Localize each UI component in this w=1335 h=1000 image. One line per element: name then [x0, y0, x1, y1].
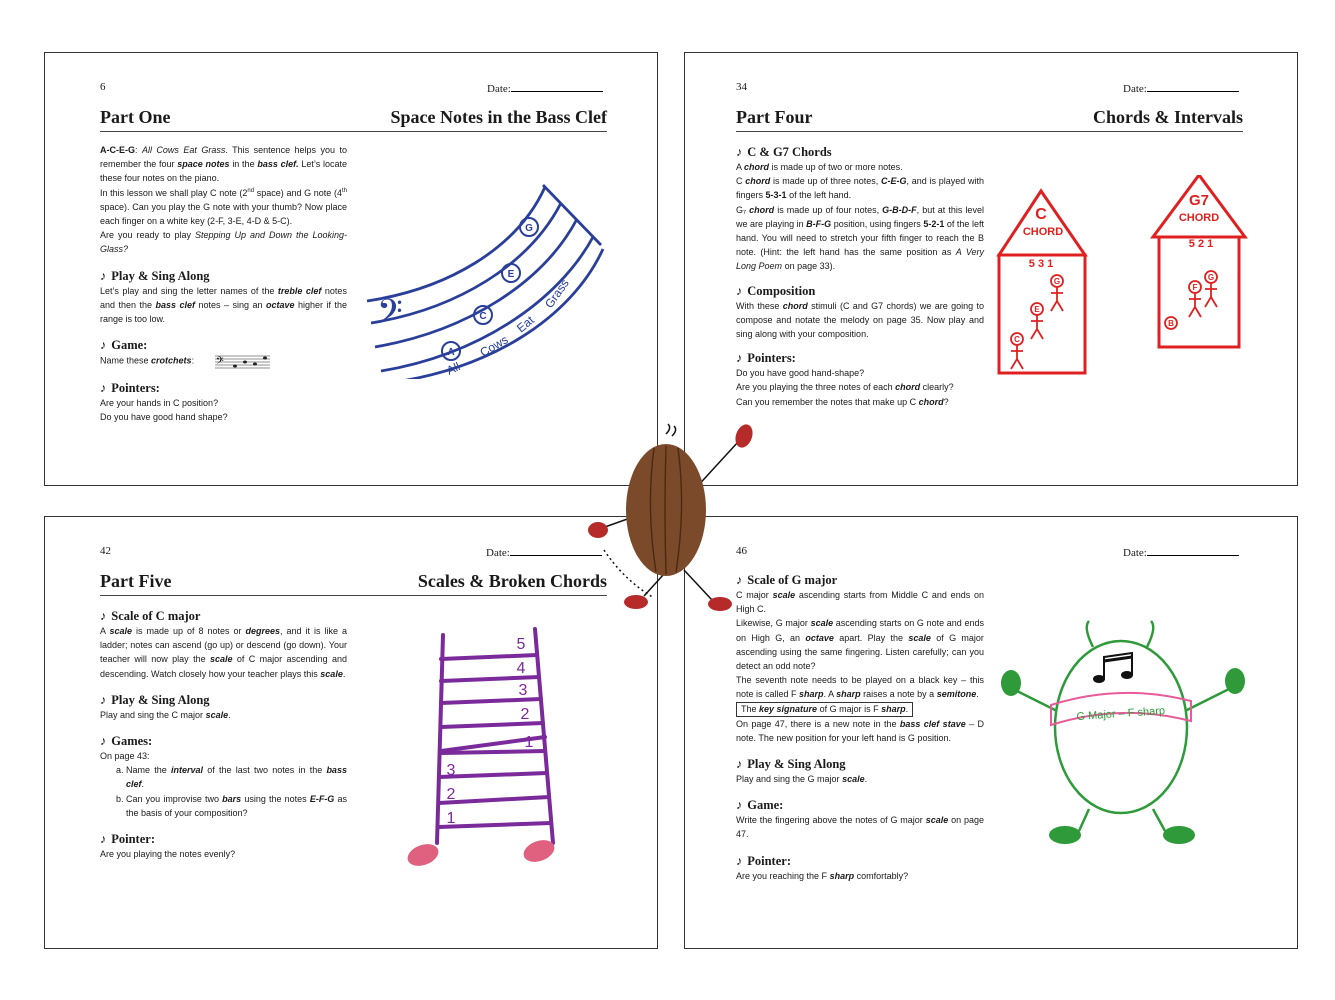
page-part-one [44, 52, 658, 486]
house-g-note-g: G [1207, 273, 1215, 282]
intro-paragraph-2: In this lesson we shall play C note (2nd space) and G note (4th space). Can you play the G note with your thumb? Now place each finger on a white key (2-F, 3-E, 4-D & 5-C). [100, 187, 347, 227]
house-c-note-c: C [1014, 335, 1020, 344]
scale-ladder-illustration [403, 625, 583, 875]
page-title: Space Notes in the Bass Clef [390, 107, 607, 127]
pointer-heading: ♪ Pointer: [736, 853, 791, 868]
games-intro: On page 43: [100, 751, 150, 762]
house-c-label: C [1035, 206, 1047, 223]
ladder-number: 2 [520, 706, 530, 723]
pointer-3: Can you remember the notes that make up C chord? [736, 396, 949, 407]
date-label: Date: [486, 547, 510, 559]
scale-heading: ♪ Scale of G major [736, 573, 838, 587]
ladder-number: 1 [446, 810, 456, 827]
pointers-heading: ♪ Pointers: [736, 351, 796, 366]
part-heading: Part One [100, 107, 171, 127]
pointer-2: Are you playing the three notes of each chord clearly? [736, 382, 954, 393]
list-item: b. Can you improvise two bars using the notes E-F-G as the basis of your composition? [126, 792, 347, 820]
page-scale-g-major [684, 516, 1298, 949]
scale-text: A scale is made up of 8 notes or degrees, and it is like a ladder; notes can ascend (go up) or descend (go down). Your teacher will now play the scale of C major ascending and descending. Watch closely how your teacher plays this scale. [100, 626, 347, 679]
acorn-mascot [584, 420, 764, 616]
list-item: a. Name the interval of the last two notes in the bass clef. [126, 763, 347, 791]
scale-text-4: On page 47, there is a new note in the bass clef stave – D note. The new position for your left hand is G position. [736, 718, 984, 743]
title-row [736, 107, 1243, 132]
date-field[interactable] [1123, 81, 1239, 95]
play-sing-heading: ♪ Play & Sing Along [100, 692, 210, 707]
g-major-bug-illustration [993, 617, 1255, 847]
composition-heading: ♪ Composition [736, 283, 816, 298]
house-c-sub: CHORD [1022, 226, 1064, 238]
chords-heading: ♪ C & G7 Chords [736, 145, 832, 159]
ladder-number: 5 [516, 636, 526, 653]
note-c-label: C [479, 311, 487, 322]
chord-text-3: G₇ chord is made up of four notes, G-B-D-F, but at this level we are playing in B-F-G position, using fingers 5-2-1 of the left hand. You will need to stretch your fifth finger to reach the B note. (Hint: the left hand has the same position as A Very Long Poem on page 33). [736, 204, 985, 272]
bass-clef-icon: 𝄢 [377, 293, 403, 339]
note-e-label: E [507, 269, 515, 280]
house-c-fingers: 5 3 1 [1028, 258, 1054, 270]
text-column [736, 145, 984, 409]
mini-staff-icon [215, 353, 271, 369]
scale-text-1: C major scale ascending starts from Middle C and ends on High C. [736, 590, 984, 615]
page-number: 34 [736, 81, 747, 93]
title-row [100, 571, 607, 596]
date-label: Date: [1123, 547, 1147, 559]
pointer-1: Are you reaching the F sharp comfortably? [736, 870, 909, 881]
pointer-1: Are your hands in C position? [100, 398, 219, 409]
page-title: Scales & Broken Chords [417, 571, 607, 591]
key-signature-box: The key signature of G major is F sharp. [736, 702, 984, 717]
pointer-heading: ♪ Pointer: [100, 832, 155, 847]
composition-text: With these chord stimuli (C and G7 chords) we are going to compose and notate the melody on page 35. Now play and sing along with your composition. [736, 300, 984, 340]
page-part-five [44, 516, 658, 949]
date-label: Date: [1123, 83, 1147, 95]
pointers-heading: ♪ Pointers: [100, 381, 160, 396]
part-heading: Part Four [736, 107, 813, 127]
intro-paragraph: A-C-E-G: All Cows Eat Grass. This sentence helps you to remember the four space notes in the bass clef. Let’s locate these four notes on the piano. [100, 145, 347, 184]
page-number: 6 [100, 81, 106, 93]
play-sing-heading: ♪ Play & Sing Along [100, 268, 210, 283]
house-c-note-e: E [1034, 305, 1040, 314]
pointer-1: Do you have good hand-shape? [736, 368, 865, 379]
play-sing-heading: ♪ Play & Sing Along [736, 757, 846, 772]
play-sing-text: Play and sing the G major scale. [736, 774, 868, 785]
chord-houses-illustration [993, 175, 1255, 381]
word-cows: Cows [477, 332, 511, 360]
bug-band-label: G Major – F sharp [1076, 704, 1166, 724]
music-note-icon [1093, 653, 1133, 683]
page-part-four [684, 52, 1298, 486]
chord-text-2: C chord is made up of three notes, C-E-G, and is played with fingers 5-3-1 of the left hand. [736, 176, 985, 201]
ladder-number: 4 [516, 660, 526, 677]
pointer-1: Are you playing the notes evenly? [100, 849, 236, 860]
house-g-note-b: B [1168, 319, 1174, 328]
date-field[interactable] [1123, 545, 1239, 559]
game-text: Write the fingering above the notes of G major scale on page 47. [736, 815, 984, 840]
games-heading: ♪ Games: [100, 734, 153, 749]
ladder-number: 3 [446, 762, 456, 779]
game-heading: ♪ Game: [100, 338, 148, 353]
text-column [100, 609, 347, 861]
word-all: All [444, 359, 463, 378]
games-list [100, 763, 347, 820]
svg-text:𝄢: 𝄢 [215, 355, 224, 370]
text-column [100, 143, 347, 425]
ladder-number: 1 [524, 734, 534, 751]
page-number: 46 [736, 545, 747, 557]
play-sing-text: Play and sing the C major scale. [100, 709, 231, 720]
part-heading: Part Five [100, 571, 172, 591]
game-heading: ♪ Game: [736, 798, 784, 813]
word-grass: Grass [541, 276, 572, 311]
page-title: Chords & Intervals [1092, 107, 1243, 127]
ladder-number: 2 [446, 786, 456, 803]
date-field[interactable] [487, 81, 603, 95]
play-sing-text: Let’s play and sing the letter names of the treble clef notes and then the bass clef notes – sing an octave higher if the range is too low. [100, 285, 347, 325]
scale-text-3: The seventh note needs to be played on a black key – this note is called F sharp. A sharp raises a note by a semitone. [736, 675, 984, 700]
title-row [100, 107, 607, 132]
intro-paragraph-3: Are you ready to play Stepping Up and Down the Looking-Glass? [100, 230, 347, 255]
note-a-label: A [447, 347, 455, 358]
scale-text-2: Likewise, G major scale ascending starts on G note and ends on High G, an octave apart. Play the scale of G major ascending using the same fingering. Listen carefully; can you detect an odd note? [736, 618, 984, 672]
house-g-note-f: F [1192, 283, 1198, 292]
game-text: Name these crotchets: 𝄢 [100, 353, 347, 369]
house-g-label: G7 [1188, 192, 1210, 209]
note-g-label: G [525, 223, 533, 234]
house-g-fingers: 5 2 1 [1188, 238, 1214, 250]
house-c-note-g: G [1053, 277, 1061, 286]
date-label: Date: [487, 83, 511, 95]
bass-staff-illustration [357, 179, 607, 379]
ladder-number: 3 [518, 682, 528, 699]
house-g-sub: CHORD [1178, 212, 1220, 224]
word-eat: Eat [513, 312, 537, 336]
pointer-2: Do you have good hand shape? [100, 412, 228, 423]
page-number: 42 [100, 545, 111, 557]
chord-text-1: A chord is made up of two or more notes. [736, 162, 903, 172]
scale-heading: ♪ Scale of C major [100, 609, 201, 623]
text-column [736, 573, 984, 883]
